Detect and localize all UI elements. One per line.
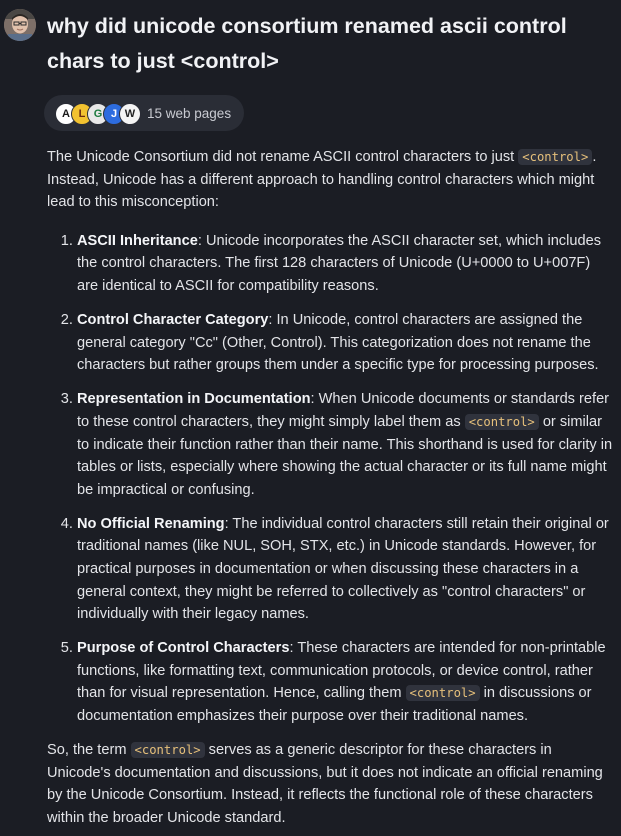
- list-item: [77, 637, 615, 727]
- list-item-term: Purpose of Control Characters: [77, 640, 290, 657]
- summary-text-continued: serves as a generic descriptor for these characters in Unicode's documentation and discussions, but it does not indicate an official renaming by the Unicode Consortium. Instead, it reflects the functional role of these characters within the broader Unicode standard.: [47, 742, 603, 826]
- list-item: [77, 513, 615, 626]
- list-item: [77, 230, 615, 298]
- list-item-text: : Unicode incorporates the ASCII character set, which includes the control characters. The first 128 characters of Unicode (U+0000 to U+007F) are identical to ASCII for compatibility reasons.: [77, 232, 601, 294]
- source-icon-5: W: [119, 103, 141, 125]
- source-favicons: [55, 101, 141, 125]
- intro-text-continued: . Instead, Unicode has a different approach to handling control characters which might lead to this misconception:: [47, 149, 597, 211]
- list-item-term: Control Character Category: [77, 312, 269, 329]
- list-item: [77, 388, 615, 501]
- summary-text: So, the term: [47, 742, 131, 759]
- list-item-term: Representation in Documentation: [77, 391, 311, 408]
- intro-text: The Unicode Consortium did not rename ASCII control characters to just: [47, 149, 519, 165]
- list-item-text: : These characters are intended for non-printable functions, like formatting text, communication protocols, or device control, rather than for visual representation. Hence, calling them: [77, 640, 606, 702]
- sources-button[interactable]: [44, 95, 244, 131]
- list-item-text: : When Unicode documents or standards refer to these control characters, they might simply label them as: [77, 391, 610, 430]
- sources-count-label: 15 web pages: [147, 105, 232, 121]
- list-item: [77, 309, 615, 377]
- source-icon-4: J: [103, 103, 125, 125]
- inline-code: <control>: [518, 149, 592, 165]
- list-item-term: No Official Renaming: [77, 515, 225, 532]
- source-icon-3: G: [87, 103, 109, 125]
- answer-summary: [47, 739, 615, 829]
- list-item-text: : The individual control characters still retain their original or traditional names (like NUL, SOH, STX, etc.) in Unicode standards. However, for practical purposes in documentation or when discussing these characters in a general context, they might be referred to collectively as "control characters" or individually with their legacy names.: [77, 515, 609, 623]
- user-photo-icon: [4, 9, 36, 41]
- source-icon-1: A: [55, 103, 77, 125]
- list-item-term: ASCII Inheritance: [77, 232, 198, 249]
- question-title: why did unicode consortium renamed ascii control chars to just <control>: [47, 14, 567, 73]
- user-avatar[interactable]: [4, 9, 36, 41]
- list-item-text-continued: or similar to indicate their function rather than their name. This shorthand is used for clarity in tables or lists, especially where showing the actual character or its full name might be impractical or confusing.: [77, 413, 613, 498]
- answer-body: [47, 146, 615, 830]
- answer-list: [47, 230, 615, 728]
- answer-intro: [47, 146, 615, 214]
- list-item-text: : In Unicode, control characters are assigned the general category "Cc" (Other, Control). This categorization does not rename the characters but rather groups them under a specific type for processing purposes.: [77, 312, 599, 374]
- source-icon-2: L: [71, 103, 93, 125]
- inline-code: <control>: [131, 742, 205, 758]
- inline-code: <control>: [406, 685, 480, 701]
- list-item-text-continued: in discussions or documentation emphasizes their purpose over their traditional names.: [77, 685, 592, 725]
- inline-code: <control>: [465, 414, 539, 430]
